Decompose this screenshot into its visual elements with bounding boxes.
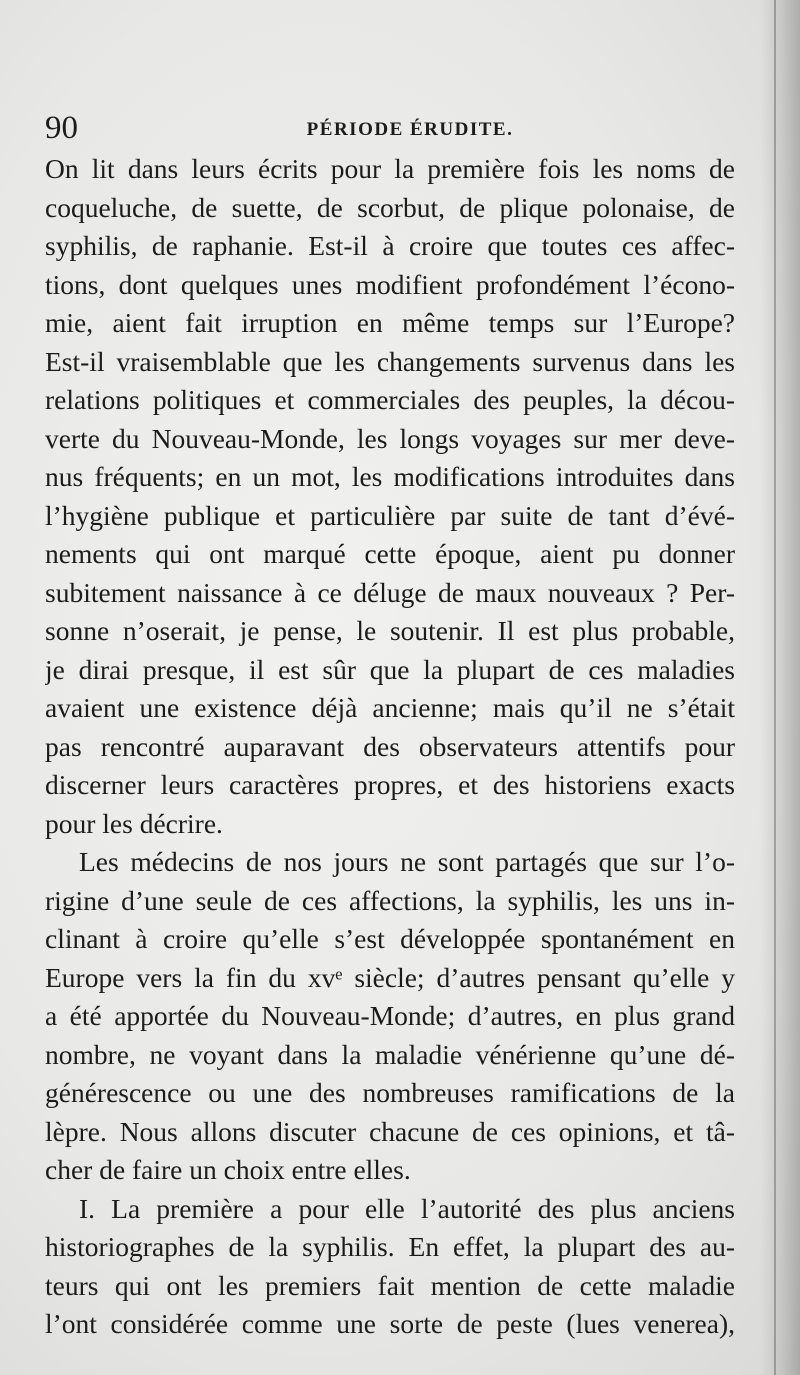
text-line: syphilis, de raphanie. Est-il à croire que toutes ces affec- <box>45 230 735 261</box>
text-line: relations politiques et commerciales des peuples, la décou- <box>45 384 735 415</box>
text-line: rigine d’une seule de ces affections, la syphilis, les uns in- <box>45 884 735 916</box>
text-line: Les médecins de nos jours ne sont partagés que sur l’o- <box>79 846 735 877</box>
text-line: subitement naissance à ce déluge de maux nouveaux ? Per- <box>45 576 735 608</box>
page-header <box>45 108 735 148</box>
text-line: sonne n’oserait, je pense, le soutenir. Il est plus probable, <box>45 615 735 646</box>
page-edge-line <box>774 0 776 1375</box>
body-text <box>45 150 735 1344</box>
running-head: PÉRIODE ÉRUDITE. <box>306 119 514 140</box>
page-gutter-shadow <box>760 0 800 1375</box>
text-line: Est-il vraisemblable que les changements survenus dans les <box>45 345 735 377</box>
text-line: a été apportée du Nouveau-Monde; d’autres, en plus grand <box>45 1000 735 1031</box>
page-number: 90 <box>45 110 78 146</box>
text-line: verte du Nouveau-Monde, les longs voyages sur mer deve- <box>45 422 735 454</box>
text-line: tions, dont quelques unes modifient profondément l’écono- <box>45 268 735 300</box>
text-line: nombre, ne voyant dans la maladie vénérienne qu’une dé- <box>45 1038 735 1070</box>
text-line: lèpre. Nous allons discuter chacune de ces opinions, et tâ- <box>45 1115 735 1147</box>
text-line: clinant à croire qu’elle s’est développée spontanément en <box>45 923 735 954</box>
text-line: mie, aient fait irruption en même temps sur l’Europe? <box>45 307 735 338</box>
text-line: je dirai presque, il est sûr que la plupart de ces maladies <box>45 653 735 685</box>
text-line: nus fréquents; en un mot, les modifications introduites dans <box>45 461 735 492</box>
text-line: cher de faire un choix entre elles. <box>45 1154 411 1185</box>
text-line: pas rencontré auparavant des observateurs attentifs pour <box>45 730 735 762</box>
text-line: l’ont considérée comme une sorte de peste (lues venerea), <box>45 1308 735 1339</box>
text-line: On lit dans leurs écrits pour la première fois les noms de <box>45 153 735 184</box>
text-line: teurs qui ont les premiers fait mention de cette maladie <box>45 1269 735 1301</box>
text-line: l’hygiène publique et particulière par suite de tant d’évé- <box>45 499 735 531</box>
text-line: générescence ou une des nombreuses ramifications de la <box>45 1077 735 1108</box>
text-line: nements qui ont marqué cette époque, aient pu donner <box>45 538 735 569</box>
text-line: coqueluche, de suette, de scorbut, de plique polonaise, de <box>45 191 735 223</box>
text-line: Europe vers la fin du xvᵉ siècle; d’autres pensant qu’elle y <box>45 961 735 993</box>
text-line: pour les décrire. <box>45 807 223 839</box>
text-line: avaient une existence déjà ancienne; mais qu’il ne s’était <box>45 692 735 723</box>
text-line: discerner leurs caractères propres, et des historiens exacts <box>45 769 735 800</box>
text-line: I. La première a pour elle l’autorité des plus anciens <box>79 1192 735 1224</box>
text-line: historiographes de la syphilis. En effet, la plupart des au- <box>45 1231 735 1262</box>
